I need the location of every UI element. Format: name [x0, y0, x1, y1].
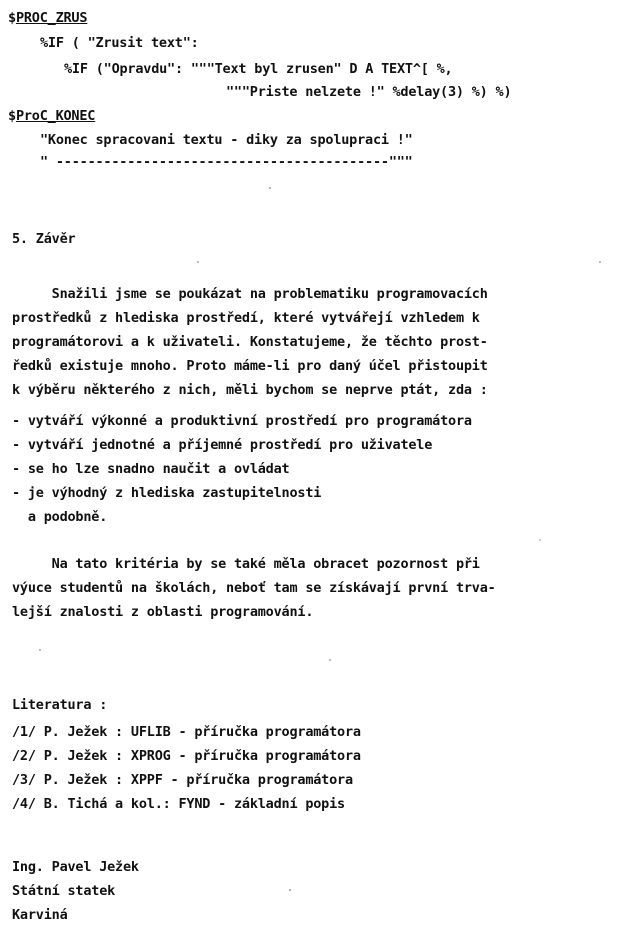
- para2-line: lejší znalosti z oblasti programování.: [12, 604, 314, 620]
- para1-line: programátorovi a k uživateli. Konstatujeme, že těchto prost-: [12, 334, 488, 350]
- para1-line: prostředků z hlediska prostředí, které vytvářejí vzhledem k: [12, 310, 480, 326]
- literature-item: /2/ P. Ježek : XPROG - příručka programátora: [12, 748, 361, 764]
- author-city: Karviná: [12, 907, 68, 923]
- section-heading: 5. Závěr: [12, 231, 76, 247]
- para2-line: výuce studentů na školách, neboť tam se získávají první trva-: [12, 580, 496, 596]
- code-dollar-1: $: [8, 10, 16, 26]
- bullet-item: a podobně.: [12, 509, 108, 525]
- code-line-if-zrusit: %IF ( "Zrusit text":: [40, 35, 199, 51]
- para1-line: Snažili jsme se poukázat na problematiku programovacích: [12, 286, 488, 302]
- bullet-item: - vytváří výkonné a produktivní prostředí pro programátora: [12, 413, 472, 429]
- code-line-dashes: " ------------------------------------------""": [40, 154, 413, 170]
- para1-line: ředků existuje mnoho. Proto máme-li pro daný účel přistoupit: [12, 358, 488, 374]
- para2-line: Na tato kritéria by se také měla obracet pozornost při: [12, 556, 480, 572]
- literature-heading: Literatura :: [12, 697, 108, 713]
- code-line-priste: """Priste nelzete !" %delay(3) %) %): [226, 84, 512, 100]
- literature-item: /1/ P. Ježek : UFLIB - příručka programátora: [12, 724, 361, 740]
- bullet-item: - se ho lze snadno naučit a ovládat: [12, 461, 290, 477]
- para1-line: k výběru některého z nich, měli bychom se neprve ptát, zda :: [12, 382, 488, 398]
- code-line-konec-text: "Konec spracovani textu - diky za spolupraci !": [40, 132, 413, 148]
- code-line-if-opravdu: %IF ("Opravdu": """Text byl zrusen" D A TEXT^[ %,: [64, 61, 453, 77]
- literature-item: /3/ P. Ježek : XPPF - příručka programátora: [12, 772, 353, 788]
- bullet-item: - vytváří jednotné a příjemné prostředí pro uživatele: [12, 437, 433, 453]
- literature-item: /4/ B. Tichá a kol.: FYND - základní popis: [12, 796, 345, 812]
- author-name: Ing. Pavel Ježek: [12, 859, 139, 875]
- code-proc-zrus-label: PROC_ZRUS: [15, 10, 88, 26]
- author-org: Státní statek: [12, 883, 116, 899]
- code-dollar-2: $: [8, 108, 16, 124]
- bullet-item: - je výhodný z hlediska zastupitelnosti: [12, 485, 322, 501]
- code-proc-konec-label: ProC_KONEC: [15, 108, 96, 124]
